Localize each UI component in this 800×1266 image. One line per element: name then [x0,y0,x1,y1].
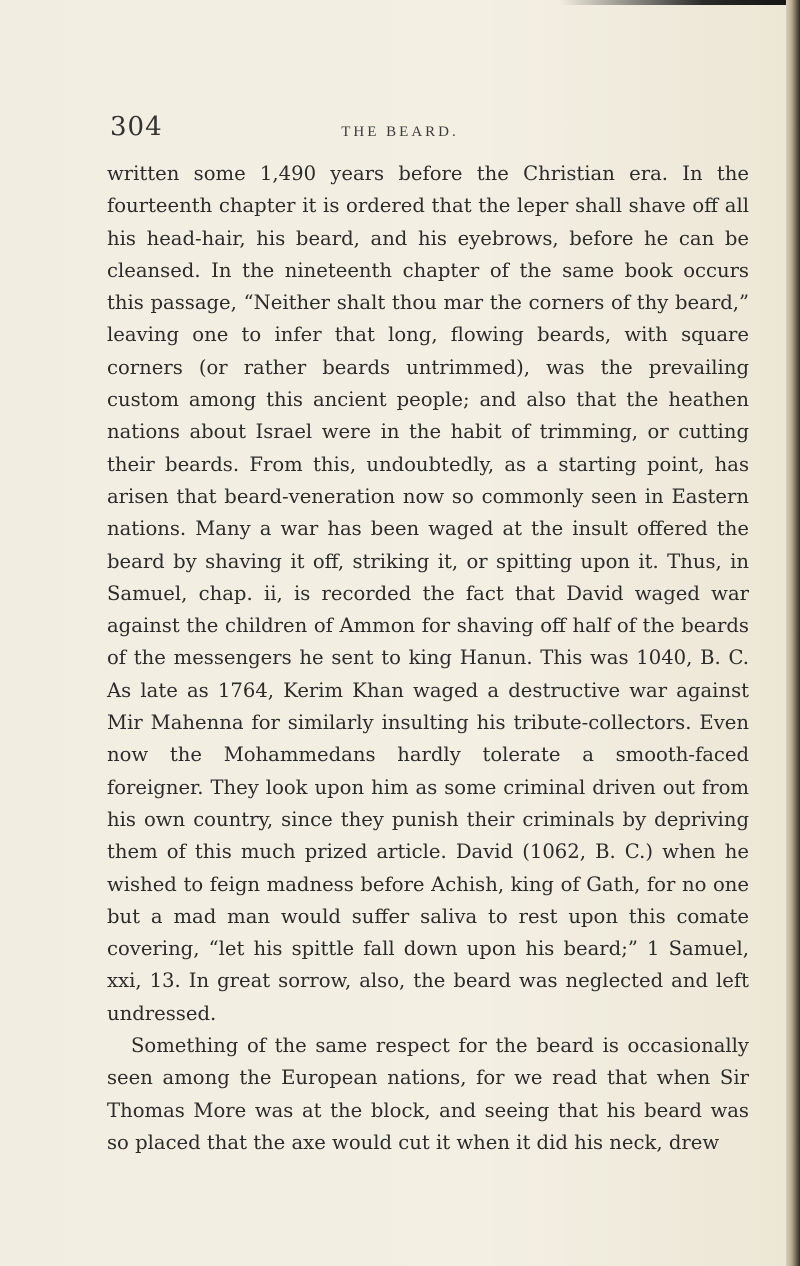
page-binding-edge [786,0,800,1266]
page-top-edge-shadow [560,0,800,5]
paragraph-2: Something of the same respect for the beard is occasionally seen among the European nations, for we read that when Sir Thomas More was at the block, and seeing that his beard was so placed that the axe would cut it when it did his neck, drew [107,1034,749,1154]
running-title: THE BEARD. [341,124,459,140]
page-number: 304 [110,112,163,142]
paragraph-1: written some 1,490 years before the Christian era. In the fourteenth chapter it is ordered that the leper shall shave off all his head-hair, his beard, and his eyebrows, before he can be cleansed. In the nineteenth chapter of the same book occurs this passage, “Neither shalt thou mar the corners of thy beard,” leaving one to infer that long, flowing beards, with square corners (or rather beards untrimmed), was the prevailing custom among this ancient people; and also that the heathen nations about Israel were in the habit of trimming, or cutting their beards. From this, undoubtedly, as a starting point, has arisen that beard-veneration now so commonly seen in Eastern nations. Many a war has been waged at the insult offered the beard by shaving it off, striking it, or spitting upon it. Thus, in Samuel, chap. ii, is recorded the fact that David waged war against the children of Ammon for shaving off half of the beards of the messengers he sent to king Hanun. This was 1040, B. C. As late as 1764, Kerim Khan waged a destructive war against Mir Mahenna for similarly insulting his tribute-collectors. Even now the Mohammedans hardly tolerate a smooth-faced foreigner. They look upon him as some criminal driven out from his own country, since they punish their criminals by depriving them of this much prized article. David (1062, B. C.) when he wished to feign madness before Achish, king of Gath, for no one but a mad man would suffer saliva to rest upon this comate covering, “let his spittle fall down upon his beard;” 1 Samuel, xxi, 13. In great sorrow, also, the beard was neglected and left undressed. [107,162,749,1025]
body-text [107,158,749,1159]
